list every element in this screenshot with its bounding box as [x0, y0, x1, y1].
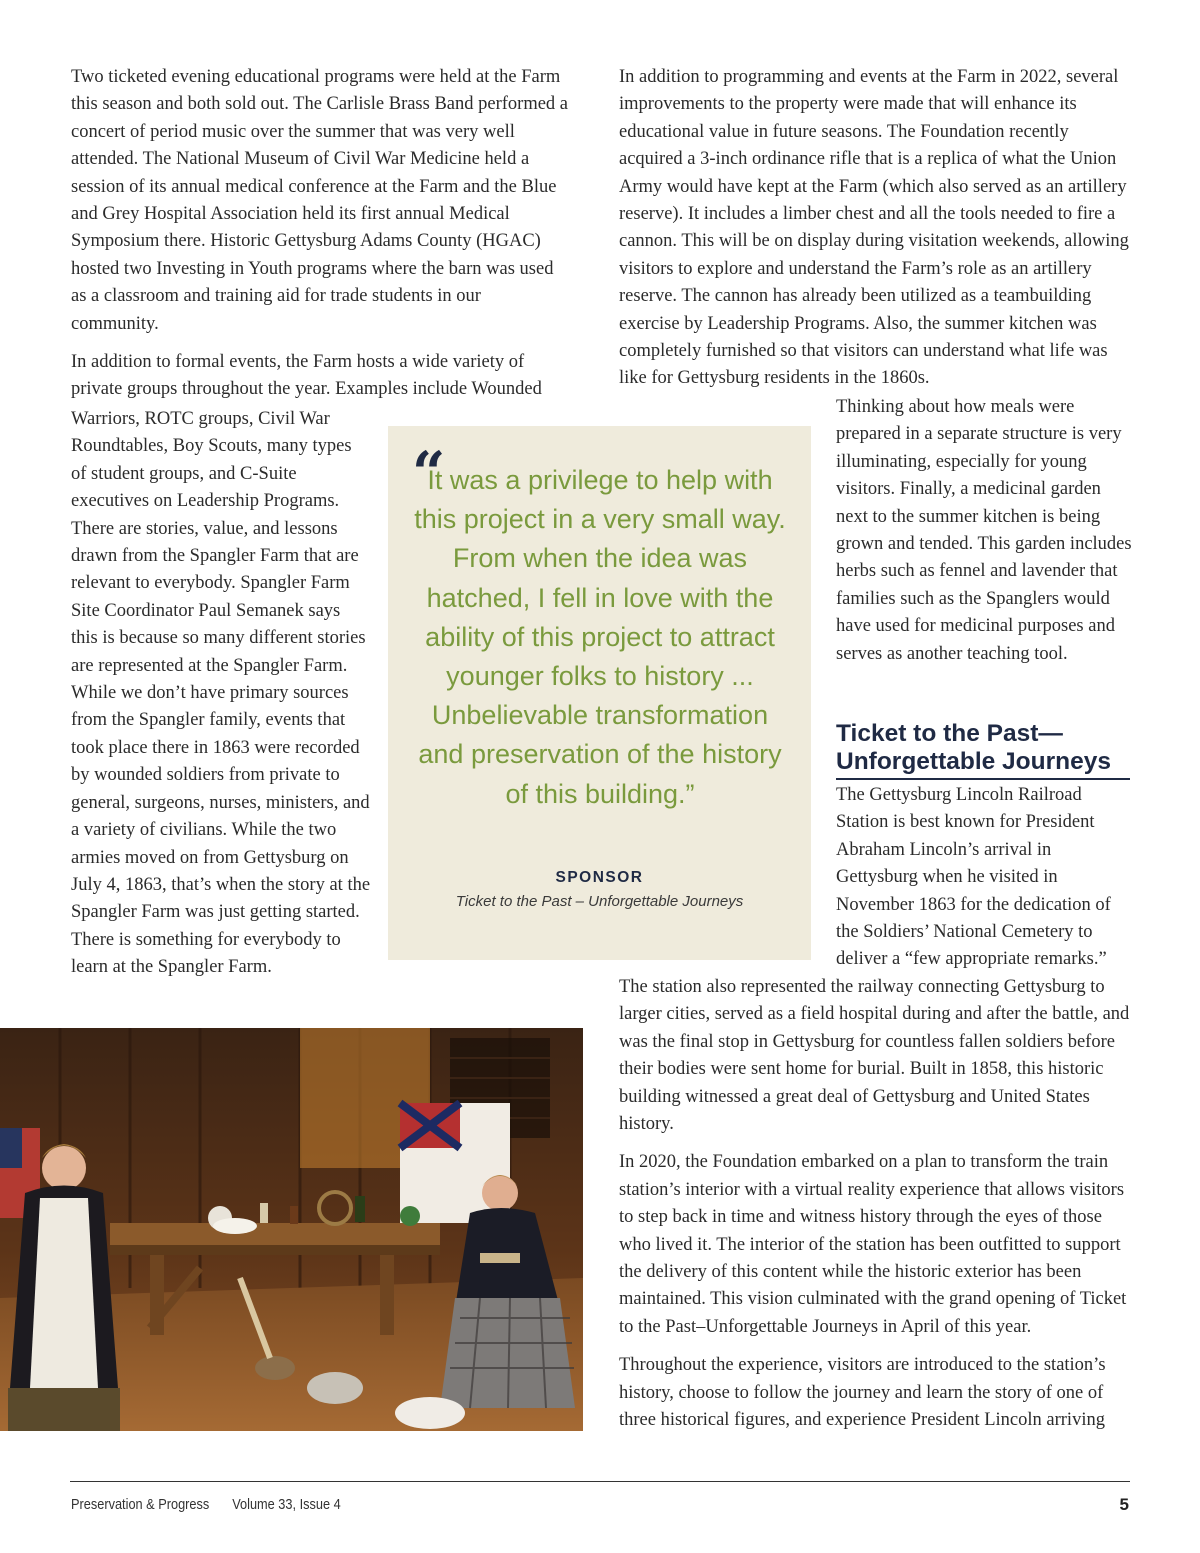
- issue-info: Volume 33, Issue 4: [232, 1497, 341, 1513]
- paragraph: In 2020, the Foundation embarked on a plan to transform the train station’s interior with a virtual reality experience that allows visitors to step back in time and witness history through the eyes of those who lived it. The interior of the station has been outfitted to support the delivery of this content while the historic exterior has been maintained. This vision culminated with the grand opening of Ticket to the Past–Unforgettable Journeys in April of this year.: [619, 1152, 1127, 1337]
- paragraph: In addition to formal events, the Farm hosts a wide variety of private groups throughout the year. Examples include Wounded: [71, 352, 542, 400]
- pull-quote-text: It was a privilege to help with this project in a very small way. From when the idea was hatched, I fell in love with the ability of this project to attract younger folks to history ... Unbelievable transformation and preservation of the history of this building.”: [414, 465, 786, 809]
- paragraph: Thinking about how meals were prepared in a separate structure is very illuminating, especially for young visitors. Finally, a medicinal garden next to the summer kitchen is being grown and tended. This garden includes herbs such as fennel and lavender that families such as the Spanglers would have used for medicinal purposes and serves as another teaching tool.: [836, 397, 1132, 664]
- left-column-top: [71, 64, 571, 415]
- pull-quote-attribution: SPONSOR: [555, 869, 644, 886]
- right-column-top: [619, 64, 1134, 404]
- paragraph: The Gettysburg Lincoln Railroad Station is best known for President Abraham Lincoln’s arrival in Gettysburg when he visited in November 1863 for the dedication of the Soldiers’ National Cemetery to deliver a “few appropriate remarks.”: [836, 785, 1111, 970]
- paragraph: The station also represented the railway connecting Gettysburg to larger cities, served as a field hospital during and after the battle, and was the final stop in Gettysburg for countless fallen soldiers before their bodies were sent home for burial. Built in 1858, this historic building witnessed a great deal of Gettysburg and United States history.: [619, 977, 1130, 1135]
- publication-name: Preservation & Progress: [71, 1497, 210, 1513]
- right-column-narrow: [836, 394, 1134, 679]
- left-column-narrow: [71, 406, 371, 993]
- pull-quote: [388, 426, 811, 960]
- photo-illustration: [0, 1028, 583, 1431]
- page-number: 5: [1119, 1495, 1129, 1514]
- paragraph: Throughout the experience, visitors are introduced to the station’s history, choose to follow the journey and learn the story of one of three historical figures, and experience President Lincoln arriving: [619, 1355, 1106, 1431]
- footer-divider: [70, 1481, 1130, 1482]
- barn-reenactors-photo: [0, 1028, 583, 1431]
- right-column-bottom: [619, 974, 1134, 1446]
- right-column-narrow-2: [836, 782, 1134, 985]
- paragraph: Warriors, ROTC groups, Civil War Roundtables, Boy Scouts, many types of student groups, and C-Suite executives on Leadership Programs. There are stories, value, and lessons drawn from the Spangler Farm that are relevant to everybody. Spangler Farm Site Coordinator Paul Semanek says this is because so many different stories are represented at the Spangler Farm. While we don’t have primary sources from the Spangler family, events that took place there in 1863 were recorded by wounded soldiers from private to general, surgeons, nurses, ministers, and a variety of civilians. While the two armies moved on from Gettysburg on July 4, 1863, that’s when the story at the Spangler Farm was just getting started. There is something for everybody to learn at the Spangler Farm.: [71, 409, 371, 978]
- pull-quote-source: Ticket to the Past – Unforgettable Journeys: [455, 893, 744, 910]
- quote-mark-icon: “: [412, 439, 446, 507]
- paragraph: Two ticketed evening educational programs were held at the Farm this season and both sold out. The Carlisle Brass Band performed a concert of period music over the summer that was very well attended. The National Museum of Civil War Medicine held a session of its annual medical conference at the Farm and the Blue and Grey Hospital Association held its first annual Medical Symposium there. Historic Gettysburg Adams County (HGAC) hosted two Investing in Youth programs where the barn was used as a classroom and training aid for trade students in our community.: [71, 67, 569, 334]
- section-heading: Ticket to the Past— Unforgettable Journeys: [836, 720, 1130, 780]
- paragraph: In addition to programming and events at the Farm in 2022, several improvements to the property were made that will enhance its educational value in future seasons. The Foundation recently acquired a 3-inch ordinance rifle that is a replica of what the Union Army would have kept at the Farm (which also served as an artillery reserve). It includes a limber chest and all the tools needed to fire a cannon. This will be on display during visitation weekends, allowing visitors to explore and understand the Farm’s role as an artillery reserve. The cannon has already been utilized as a teambuilding exercise by Leadership Programs. Also, the summer kitchen was completely furnished so that visitors can understand what life was like for Gettysburg residents in the 1860s.: [619, 67, 1129, 389]
- footer-publication-info: [71, 1497, 360, 1513]
